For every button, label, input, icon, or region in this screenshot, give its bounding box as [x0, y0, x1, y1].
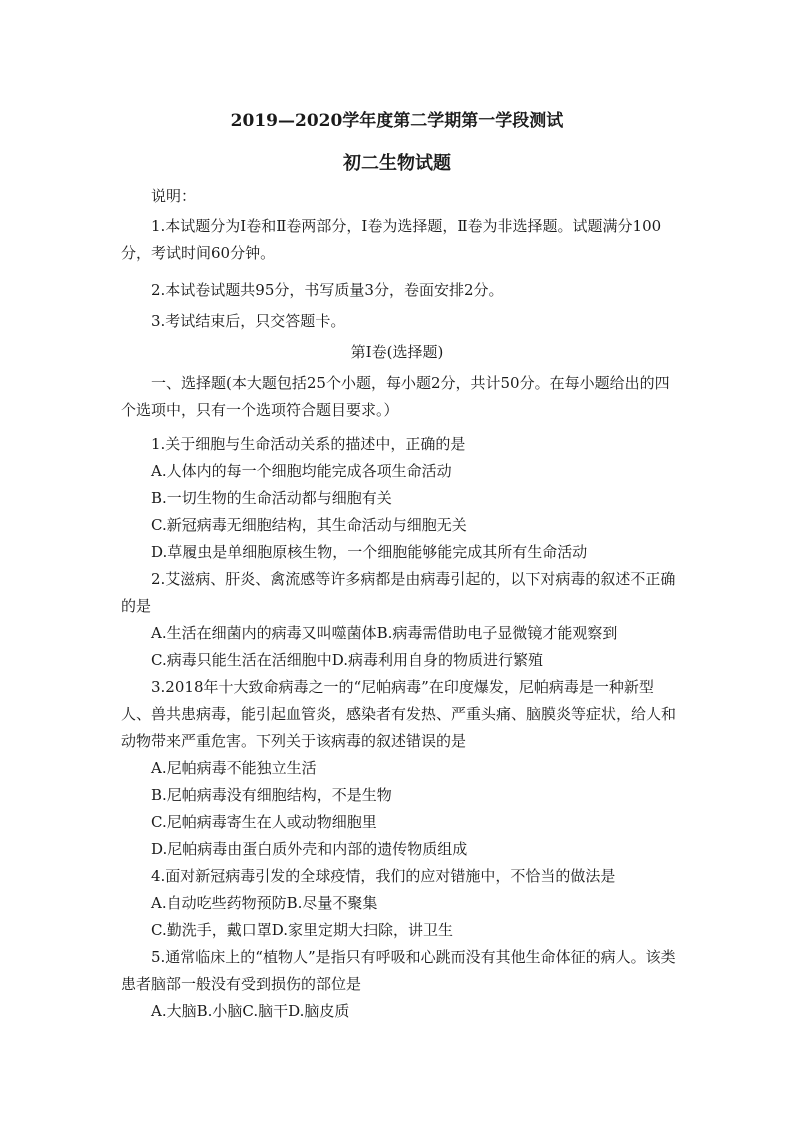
instruction-item-1: 1.本试题分为Ⅰ卷和Ⅱ卷两部分，Ⅰ卷为选择题，Ⅱ卷为非选择题。试题满分100分，考试时间60分钟。	[121, 217, 662, 262]
question-3-option-b: B.尼帕病毒没有细胞结构，不是生物	[151, 786, 392, 804]
instruction-item-3: 3.考试结束后，只交答题卡。	[151, 312, 346, 330]
question-1-option-d: D.草履虫是单细胞原核生物，一个细胞能够能完成其所有生命活动	[151, 543, 588, 561]
question-4-stem: 4.面对新冠病毒引发的全球疫情，我们的应对错施中，不恰当的做法是	[151, 867, 616, 885]
question-3-option-a: A.尼帕病毒不能独立生活	[151, 759, 317, 777]
question-2-options-cd: C.病毒只能生活在活细胞中D.病毒利用自身的物质进行繁殖	[151, 651, 543, 669]
question-1-stem: 1.关于细胞与生命活动关系的描述中，正确的是	[151, 435, 466, 453]
question-3-stem: 3.2018年十大致命病毒之一的“尼帕病毒”在印度爆发，尼帕病毒是一种新型人、兽共患病毒，能引起血管炎，感染者有发热、严重头痛、脑膜炎等症状，给人和动物带来严重危害。下列关于该病毒的叙述错误的是	[121, 678, 677, 750]
part-title: 第Ⅰ卷(选择题)	[350, 343, 444, 361]
question-4-options-cd: C.勤洗手，戴口罩D.家里定期大扫除，讲卫生	[151, 921, 453, 939]
question-1-option-c: C.新冠病毒无细胞结构，其生命活动与细胞无关	[151, 516, 467, 534]
instruction-item-2: 2.本试卷试题共95分，书写质量3分，卷面安排2分。	[151, 281, 504, 299]
question-3-option-d: D.尼帕病毒由蛋白质外壳和内部的遗传物质组成	[151, 840, 468, 858]
question-3-option-c: C.尼帕病毒寄生在人或动物细胞里	[151, 813, 377, 831]
question-1-option-b: B.一切生物的生命活动都与细胞有关	[151, 489, 392, 507]
question-2-stem: 2.艾滋病、肝炎、禽流感等许多病都是由病毒引起的，以下对病毒的叙述不正确的是	[121, 570, 676, 615]
question-5-options: A.大脑B.小脑C.脑干D.脑皮质	[151, 1002, 350, 1020]
question-5-stem: 5.通常临床上的“植物人”是指只有呼吸和心跳而没有其他生命体征的病人。该类患者脑部一般没有受到损伤的部位是	[121, 948, 676, 993]
question-1-option-a: A.人体内的每一个细胞均能完成各项生命活动	[151, 462, 452, 480]
section-intro: 一、选择题(本大题包括25个小题，每小题2分，共计50分。在每小题给出的四个选项中，只有一个选项符合题目要求。）	[121, 374, 670, 419]
question-2-options-ab: A.生活在细菌内的病毒又叫噬菌体B.病毒需借助电子显微镜才能观察到	[151, 624, 618, 642]
question-4-options-ab: A.自动吃些药物预防B.尽量不聚集	[151, 894, 378, 912]
exam-title: 2019—2020学年度第二学期第一学段测试	[230, 111, 564, 131]
exam-subtitle: 初二生物试题	[343, 153, 451, 174]
instructions-heading: 说明：	[151, 187, 197, 205]
